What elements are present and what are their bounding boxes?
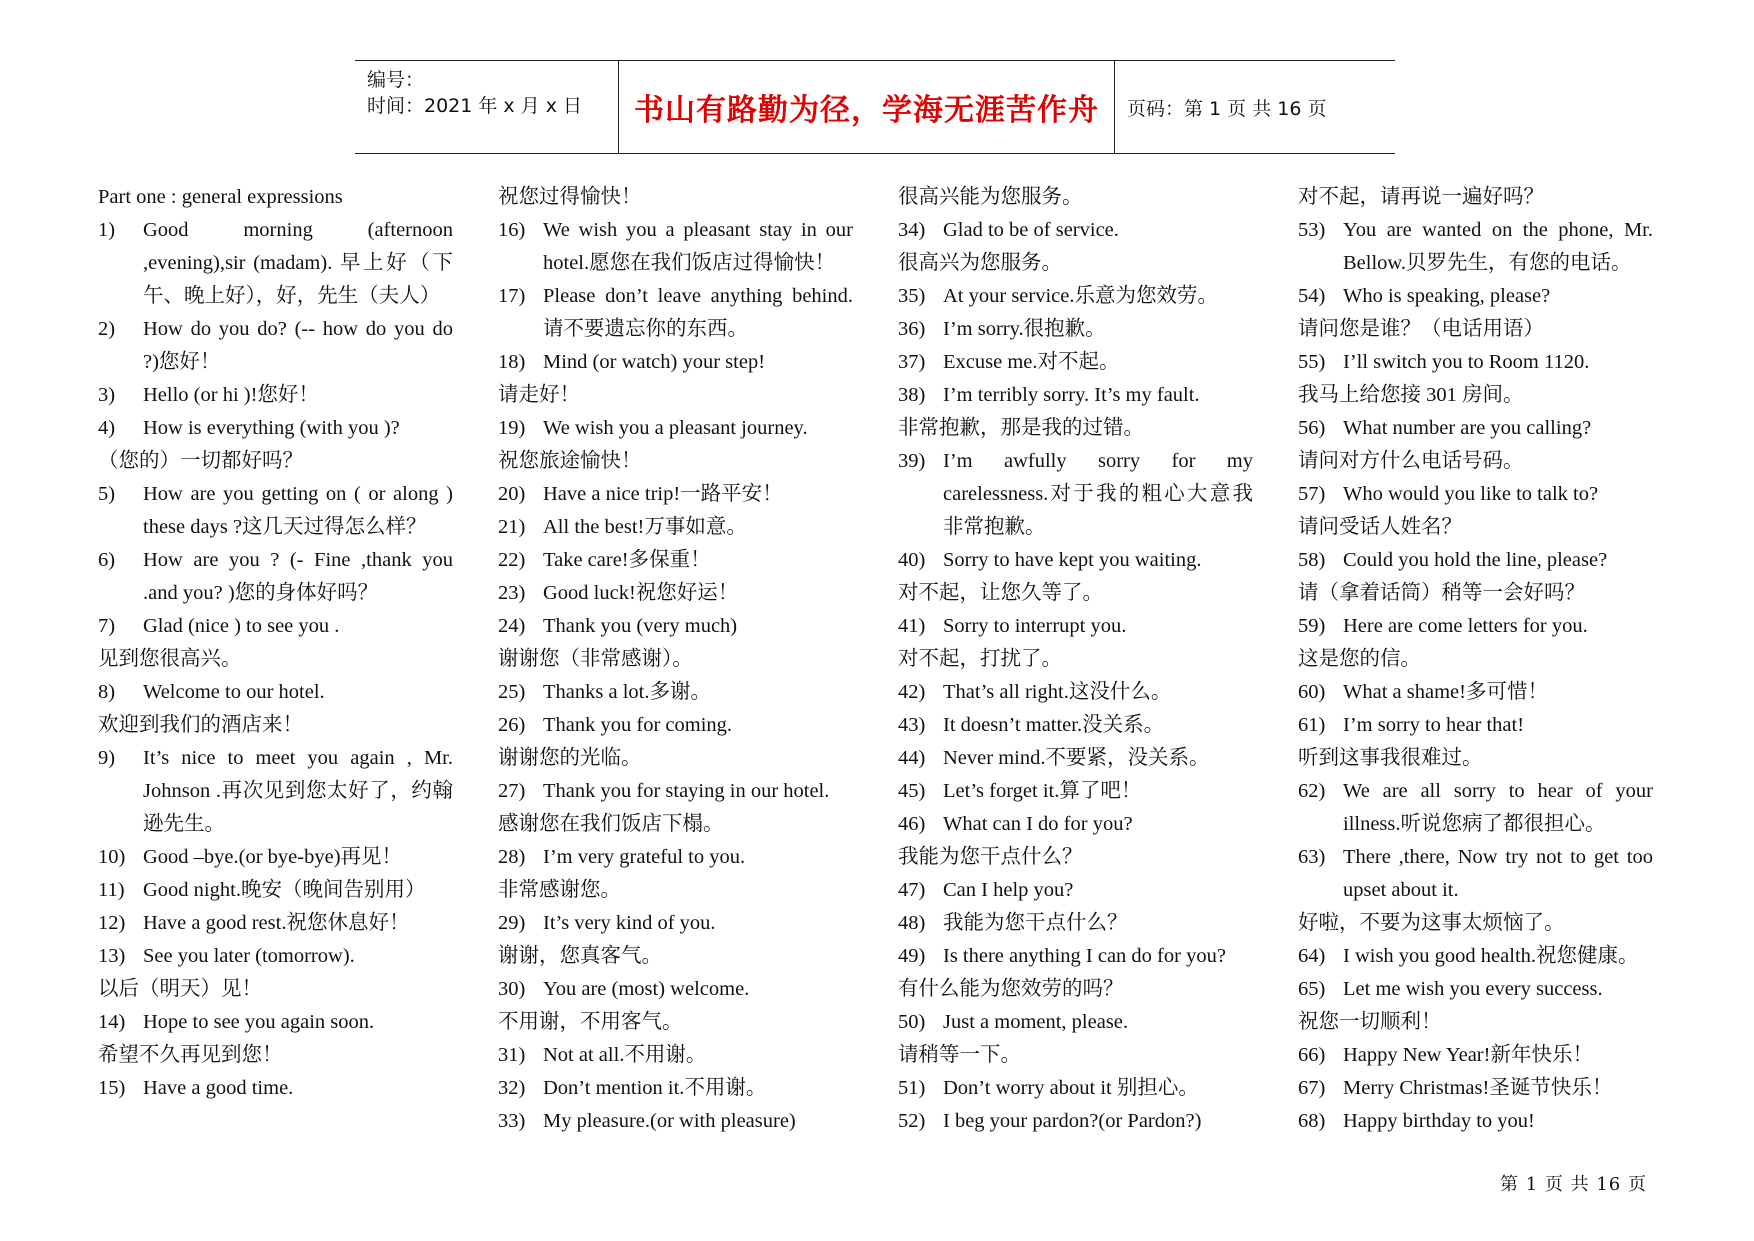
phrase-item [1298,412,1653,445]
phrase-number: 40) [898,549,926,571]
phrase-number: 54) [1298,285,1326,307]
phrase-text: It’s very kind of you. [543,912,716,934]
phrase-item [98,478,453,544]
phrase-number: 21) [498,516,526,538]
phrase-text: Good –bye.(or bye-bye)再见！ [143,846,403,868]
phrase-item [98,313,453,379]
phrase-text: Happy New Year!新年快乐！ [1343,1044,1593,1066]
phrase-number: 59) [1298,615,1326,637]
phrase-item [498,214,853,280]
phrase-item [1298,478,1653,511]
phrase-number: 64) [1298,945,1326,967]
phrase-number: 28) [498,846,526,868]
phrase-text: Glad to be of service. [943,219,1119,241]
phrase-item [498,544,853,577]
phrase-text: Here are come letters for you. [1343,615,1588,637]
phrase-item [898,610,1253,643]
phrase-text: Thanks a lot.多谢。 [543,681,711,703]
phrase-text: I beg your pardon?(or Pardon?) [943,1110,1202,1132]
phrase-item [1298,940,1653,973]
phrase-number: 2) [98,318,116,340]
page-header [355,60,1395,154]
phrase-item [498,676,853,709]
translation-line: 祝您一切顺利！ [1298,1011,1442,1033]
phrase-text: Take care!多保重！ [543,549,711,571]
phrase-text: Good morning (afternoon ,evening),sir (madam). 早上好（下午、晚上好），好，先生（夫人） [143,219,453,307]
phrase-item [898,445,1253,544]
date-label: 时间：2021 年 x 月 x 日 [367,95,583,117]
phrase-text: Please don’t leave anything behind. 请不要遗忘你的东西。 [543,285,853,340]
phrase-number: 68) [1298,1110,1326,1132]
phrase-item [498,1039,853,1072]
translation-line: 感谢您在我们饭店下榻。 [498,813,724,835]
phrase-item [1298,544,1653,577]
phrase-item [1298,841,1653,907]
phrase-item [498,280,853,346]
phrase-text: Thank you for staying in our hotel. [543,780,830,802]
phrase-item [98,874,453,907]
phrase-number: 60) [1298,681,1326,703]
phrase-text: What number are you calling? [1343,417,1592,439]
phrase-text: Hope to see you again soon. [143,1011,375,1033]
phrase-number: 4) [98,417,116,439]
translation-line: 欢迎到我们的酒店来！ [98,714,303,736]
phrase-item [498,907,853,940]
phrase-item [898,874,1253,907]
phrase-text: We are all sorry to hear of your illness.听说您病了都很担心。 [1343,780,1653,835]
phrase-number: 49) [898,945,926,967]
translation-line: 祝您旅途愉快！ [498,450,642,472]
translation-line: 这是您的信。 [1298,648,1421,670]
translation-line: 我能为您干点什么？ [898,846,1083,868]
phrase-number: 61) [1298,714,1326,736]
phrase-number: 17) [498,285,526,307]
translation-line: 非常感谢您。 [498,879,621,901]
text-column-3 [898,181,1253,1138]
phrase-text: I’m very grateful to you. [543,846,746,868]
header-motto-cell [619,61,1115,153]
translation-line: 请问对方什么电话号码。 [1298,450,1524,472]
phrase-item [1298,610,1653,643]
phrase-item [498,775,853,808]
translation-line: 请问您是谁？（电话用语） [1298,318,1544,340]
phrase-number: 24) [498,615,526,637]
phrase-text: How do you do? (-- how do you do ?)您好！ [143,318,453,373]
section-heading: Part one : general expressions [98,186,343,208]
phrase-text: Sorry to have kept you waiting. [943,549,1202,571]
phrase-number: 34) [898,219,926,241]
phrase-text: Can I help you? [943,879,1074,901]
phrase-text: Don’t mention it.不用谢。 [543,1077,767,1099]
phrase-number: 66) [1298,1044,1326,1066]
phrase-number: 37) [898,351,926,373]
phrase-item [898,214,1253,247]
phrase-number: 42) [898,681,926,703]
phrase-text: Who would you like to talk to? [1343,483,1599,505]
phrase-text: Have a good time. [143,1077,294,1099]
phrase-text: Excuse me.对不起。 [943,351,1120,373]
phrase-item [898,940,1253,973]
phrase-item [1298,346,1653,379]
phrase-text: I’m terribly sorry. It’s my fault. [943,384,1200,406]
phrase-number: 16) [498,219,526,241]
phrase-text: How are you getting on ( or along ) these days ?这几天过得怎么样？ [143,483,453,538]
phrase-item [98,214,453,313]
phrase-number: 41) [898,615,926,637]
phrase-text: Welcome to our hotel. [143,681,325,703]
phrase-item [898,280,1253,313]
phrase-number: 47) [898,879,926,901]
phrase-item [1298,280,1653,313]
phrase-number: 56) [1298,417,1326,439]
phrase-number: 7) [98,615,116,637]
translation-line: 对不起，让您久等了。 [898,582,1103,604]
phrase-item [898,775,1253,808]
phrase-item [98,544,453,610]
phrase-number: 36) [898,318,926,340]
phrase-item [1298,676,1653,709]
phrase-number: 44) [898,747,926,769]
phrase-number: 18) [498,351,526,373]
phrase-text: Thank you (very much) [543,615,738,637]
phrase-number: 57) [1298,483,1326,505]
phrase-item [898,742,1253,775]
phrase-text: Good night.晚安（晚间告别用） [143,879,426,901]
phrase-item [498,1105,853,1138]
phrase-text: See you later (tomorrow). [143,945,355,967]
phrase-item [498,478,853,511]
phrase-item [1298,214,1653,280]
phrase-text: At your service.乐意为您效劳。 [943,285,1218,307]
phrase-item [98,379,453,412]
phrase-item [898,808,1253,841]
phrase-text: You are (most) welcome. [543,978,750,1000]
phrase-text: It’s nice to meet you again , Mr. Johnson .再次见到您太好了，约翰逊先生。 [143,747,453,835]
phrase-number: 25) [498,681,526,703]
phrase-item [898,709,1253,742]
translation-line: 请稍等一下。 [898,1044,1021,1066]
phrase-text: I wish you good health.祝您健康。 [1343,945,1639,967]
phrase-item [498,1072,853,1105]
page-number-label: 页码：第 1 页 共 16 页 [1127,97,1327,120]
translation-line: 见到您很高兴。 [98,648,242,670]
phrase-text: Never mind.不要紧，没关系。 [943,747,1210,769]
phrase-text: I’m sorry.很抱歉。 [943,318,1106,340]
phrase-number: 27) [498,780,526,802]
phrase-number: 50) [898,1011,926,1033]
phrase-number: 53) [1298,219,1326,241]
phrase-item [1298,1105,1653,1138]
text-column-1 [98,181,453,1105]
phrase-text: Let’s forget it.算了吧！ [943,780,1142,802]
phrase-item [98,676,453,709]
phrase-text: It doesn’t matter.没关系。 [943,714,1165,736]
phrase-text: Glad (nice ) to see you . [143,615,340,637]
phrase-text: I’ll switch you to Room 1120. [1343,351,1590,373]
phrase-item [498,577,853,610]
phrase-text: You are wanted on the phone, Mr. Bellow.贝罗先生，有您的电话。 [1343,219,1653,274]
phrase-number: 52) [898,1110,926,1132]
phrase-text: 我能为您干点什么？ [943,912,1128,934]
phrase-text: What a shame!多可惜！ [1343,681,1548,703]
phrase-number: 62) [1298,780,1326,802]
phrase-text: We wish you a pleasant stay in our hotel.愿您在我们饭店过得愉快！ [543,219,853,274]
phrase-text: I’m awfully sorry for my carelessness.对于我的粗心大意我非常抱歉。 [943,450,1253,538]
phrase-text: Could you hold the line, please? [1343,549,1608,571]
phrase-item [898,676,1253,709]
translation-line: 很高兴能为您服务。 [898,186,1083,208]
phrase-number: 55) [1298,351,1326,373]
phrase-text: Merry Christmas!圣诞节快乐！ [1343,1077,1613,1099]
phrase-number: 32) [498,1077,526,1099]
phrase-number: 15) [98,1077,126,1099]
translation-line: 祝您过得愉快！ [498,186,642,208]
phrase-text: All the best!万事如意。 [543,516,747,538]
phrase-number: 3) [98,384,116,406]
phrase-number: 12) [98,912,126,934]
phrase-item [498,973,853,1006]
phrase-number: 46) [898,813,926,835]
phrase-text: Thank you for coming. [543,714,733,736]
phrase-text: Have a good rest.祝您休息好！ [143,912,410,934]
translation-line: 谢谢您的光临。 [498,747,642,769]
text-column-4 [1298,181,1653,1138]
phrase-number: 29) [498,912,526,934]
translation-line: 我马上给您接 301 房间。 [1298,384,1524,406]
phrase-text: Just a moment, please. [943,1011,1129,1033]
translation-line: 不用谢，不用客气。 [498,1011,683,1033]
translation-line: 请走好！ [498,384,580,406]
translation-line: （您的）一切都好吗？ [98,450,303,472]
translation-line: 好啦，不要为这事太烦恼了。 [1298,912,1565,934]
phrase-number: 8) [98,681,116,703]
phrase-number: 11) [98,879,125,901]
phrase-text: I’m sorry to hear that! [1343,714,1525,736]
text-column-2 [498,181,853,1138]
phrase-item [98,907,453,940]
phrase-text: We wish you a pleasant journey. [543,417,808,439]
phrase-item [98,1006,453,1039]
phrase-number: 31) [498,1044,526,1066]
phrase-item [98,841,453,874]
header-info-cell [355,61,619,153]
phrase-number: 19) [498,417,526,439]
phrase-number: 67) [1298,1077,1326,1099]
phrase-text: Hello (or hi )!您好！ [143,384,319,406]
phrase-item [498,346,853,379]
phrase-item [1298,973,1653,1006]
phrase-item [98,610,453,643]
phrase-number: 39) [898,450,926,472]
translation-line: 对不起，请再说一遍好吗？ [1298,186,1544,208]
phrase-number: 5) [98,483,116,505]
phrase-text: Not at all.不用谢。 [543,1044,707,1066]
phrase-item [898,379,1253,412]
phrase-item [1298,775,1653,841]
phrase-number: 33) [498,1110,526,1132]
phrase-item [498,610,853,643]
translation-line: 对不起，打扰了。 [898,648,1062,670]
phrase-number: 13) [98,945,126,967]
phrase-item [498,841,853,874]
phrase-item [1298,1039,1653,1072]
phrase-text: Mind (or watch) your step! [543,351,766,373]
phrase-number: 20) [498,483,526,505]
phrase-item [898,346,1253,379]
phrase-item [498,412,853,445]
translation-line: 听到这事我很难过。 [1298,747,1483,769]
phrase-number: 38) [898,384,926,406]
phrase-item [498,511,853,544]
phrase-text: There ,there, Now try not to get too upset about it. [1343,846,1653,901]
translation-line: 以后（明天）见！ [98,978,262,1000]
serial-label: 编号： [367,69,425,91]
phrase-text: Happy birthday to you! [1343,1110,1535,1132]
phrase-text: Sorry to interrupt you. [943,615,1127,637]
phrase-number: 35) [898,285,926,307]
translation-line: 非常抱歉，那是我的过错。 [898,417,1144,439]
phrase-item [898,1105,1253,1138]
motto: 书山有路勤为径，学海无涯苦作舟 [634,93,1099,128]
phrase-text: Have a nice trip!一路平安！ [543,483,783,505]
phrase-number: 30) [498,978,526,1000]
phrase-text: Don’t worry about it 别担心。 [943,1077,1199,1099]
phrase-number: 45) [898,780,926,802]
phrase-number: 63) [1298,846,1326,868]
phrase-number: 9) [98,747,116,769]
header-page-cell [1115,61,1395,153]
translation-line: 谢谢您（非常感谢）。 [498,648,693,670]
phrase-text: What can I do for you? [943,813,1133,835]
phrase-number: 43) [898,714,926,736]
phrase-number: 22) [498,549,526,571]
phrase-item [898,1006,1253,1039]
phrase-item [898,544,1253,577]
phrase-text: Let me wish you every success. [1343,978,1603,1000]
translation-line: 请问受话人姓名？ [1298,516,1462,538]
phrase-item [1298,709,1653,742]
phrase-item [898,313,1253,346]
page-footer: 第 1 页 共 16 页 [1500,1174,1647,1195]
translation-line: 有什么能为您效劳的吗？ [898,978,1124,1000]
phrase-text: Who is speaking, please? [1343,285,1551,307]
phrase-item [98,412,453,445]
phrase-item [498,709,853,742]
phrase-number: 10) [98,846,126,868]
phrase-number: 26) [498,714,526,736]
phrase-text: How is everything (with you )? [143,417,400,439]
phrase-item [98,1072,453,1105]
translation-line: 希望不久再见到您！ [98,1044,283,1066]
phrase-item [98,940,453,973]
phrase-item [98,742,453,841]
phrase-text: Is there anything I can do for you? [943,945,1226,967]
phrase-number: 6) [98,549,116,571]
phrase-text: How are you ? (- Fine ,thank you .and you? )您的身体好吗？ [143,549,453,604]
phrase-item [898,1072,1253,1105]
phrase-number: 23) [498,582,526,604]
phrase-number: 51) [898,1077,926,1099]
phrase-number: 65) [1298,978,1326,1000]
phrase-number: 14) [98,1011,126,1033]
translation-line: 谢谢，您真客气。 [498,945,662,967]
phrase-number: 58) [1298,549,1326,571]
phrase-text: My pleasure.(or with pleasure) [543,1110,796,1132]
phrase-text: Good luck!祝您好运！ [543,582,739,604]
translation-line: 请（拿着话筒）稍等一会好吗？ [1298,582,1585,604]
phrase-number: 48) [898,912,926,934]
phrase-text: That’s all right.这没什么。 [943,681,1172,703]
phrase-item [898,907,1253,940]
phrase-item [1298,1072,1653,1105]
phrase-number: 1) [98,219,116,241]
translation-line: 很高兴为您服务。 [898,252,1062,274]
